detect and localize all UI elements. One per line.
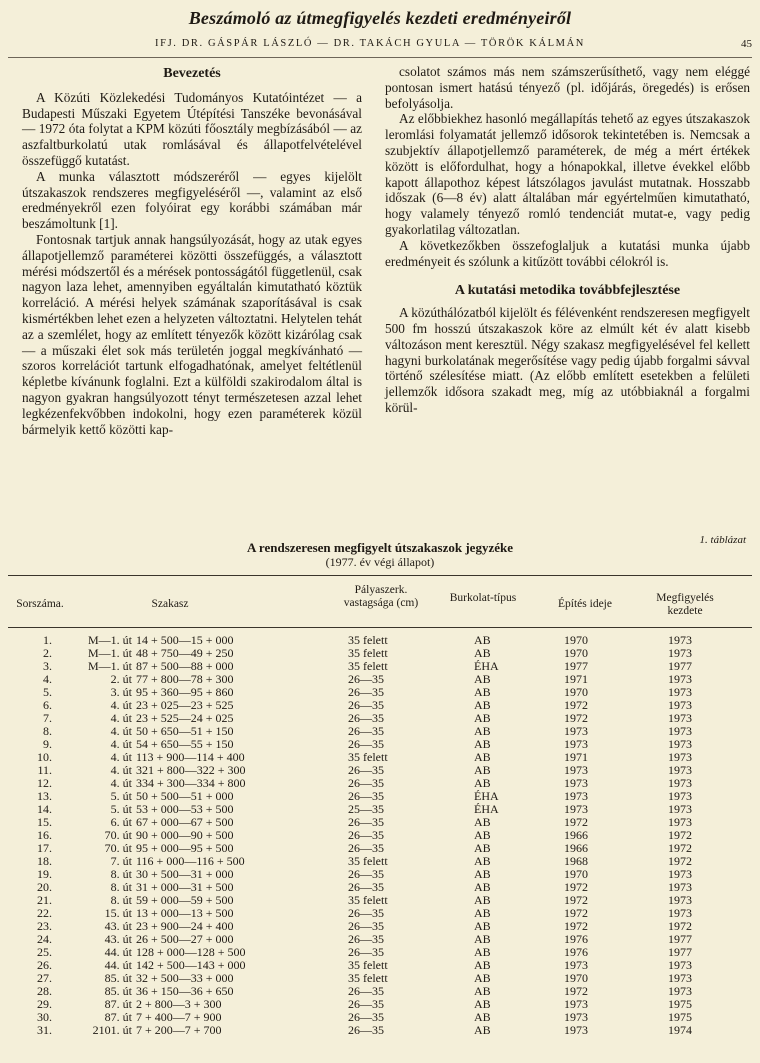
paragraph: A közúthálózatból kijelölt és félévenként rendszeresen megfigyelt 500 fm hosszú útszakaszok köre az elmúlt két év alatt kisebb változáson ment keresztül. Négy szakasz megfigyelésével fel kellett hagyni burkolatának megerősítése vagy pedig újabb forgalmi sávval történő szélesítése miatt. (Az előbb említett esetekben a felületi jellemzők idősora szakadt meg, míg az utóbbiaknál a forgalmi körül- [385, 305, 750, 415]
row-number: 29. [37, 997, 52, 1011]
road-name: 8. út [110, 893, 132, 907]
chainage-range: 77 + 800—78 + 300 [136, 672, 234, 686]
observation-start: 1974 [668, 1023, 692, 1037]
observation-start: 1973 [668, 646, 692, 660]
row-number: 24. [37, 932, 52, 946]
row-number: 30. [37, 1010, 52, 1024]
surface-type: AB [474, 906, 491, 920]
observation-start: 1977 [668, 932, 692, 946]
header-built: Építés ideje [558, 598, 612, 610]
observation-start: 1977 [668, 945, 692, 959]
construction-year: 1973 [564, 997, 588, 1011]
pavement-thickness: 26—35 [348, 737, 384, 751]
observation-start: 1973 [668, 711, 692, 725]
chainage-range: 67 + 000—67 + 500 [136, 815, 234, 829]
road-name: 87. út [104, 997, 132, 1011]
road-name: 4. út [110, 711, 132, 725]
construction-year: 1971 [564, 750, 588, 764]
construction-year: 1972 [564, 698, 588, 712]
surface-type: AB [474, 724, 491, 738]
surface-type: AB [474, 919, 491, 933]
chainage-range: 113 + 900—114 + 400 [136, 750, 245, 764]
chainage-range: 7 + 200—7 + 700 [136, 1023, 222, 1037]
pavement-thickness: 26—35 [348, 919, 384, 933]
row-number: 1. [43, 633, 52, 647]
surface-type: ÉHA [474, 659, 499, 673]
road-name: 44. út [104, 958, 132, 972]
construction-year: 1973 [564, 789, 588, 803]
road-name: 4. út [110, 750, 132, 764]
road-name: 6. út [110, 815, 132, 829]
observation-start: 1972 [668, 919, 692, 933]
observation-start: 1977 [668, 659, 692, 673]
surface-type: AB [474, 672, 491, 686]
surface-type: AB [474, 958, 491, 972]
right-paragraphs-second [385, 305, 750, 416]
road-name: 43. út [104, 919, 132, 933]
construction-year: 1968 [564, 854, 588, 868]
observation-start: 1972 [668, 854, 692, 868]
surface-type: AB [474, 880, 491, 894]
row-number: 14. [37, 802, 52, 816]
table-body [8, 634, 752, 1037]
observation-start: 1973 [668, 633, 692, 647]
construction-year: 1977 [564, 659, 588, 673]
header-section: Szakasz [151, 598, 189, 610]
construction-year: 1972 [564, 919, 588, 933]
chainage-range: 334 + 300—334 + 800 [136, 776, 246, 790]
pavement-thickness: 26—35 [348, 932, 384, 946]
surface-type: AB [474, 815, 491, 829]
surface-type: AB [474, 1023, 491, 1037]
road-name: 43. út [104, 932, 132, 946]
construction-year: 1973 [564, 763, 588, 777]
surface-type: AB [474, 854, 491, 868]
chainage-range: 59 + 000—59 + 500 [136, 893, 234, 907]
pavement-thickness: 26—35 [348, 906, 384, 920]
table-title-block [0, 540, 760, 570]
construction-year: 1972 [564, 815, 588, 829]
construction-year: 1970 [564, 685, 588, 699]
right-paragraphs-first [385, 64, 750, 269]
pavement-thickness: 35 felett [348, 854, 388, 868]
pavement-thickness: 26—35 [348, 815, 384, 829]
surface-type: AB [474, 776, 491, 790]
road-name: 15. út [104, 906, 132, 920]
right-column [385, 64, 750, 416]
row-number: 8. [43, 724, 52, 738]
pavement-thickness: 26—35 [348, 867, 384, 881]
construction-year: 1970 [564, 867, 588, 881]
pavement-thickness: 26—35 [348, 685, 384, 699]
road-name: 3. út [110, 685, 132, 699]
observation-start: 1973 [668, 698, 692, 712]
left-paragraphs [22, 90, 362, 438]
row-number: 3. [43, 659, 52, 673]
chainage-range: 31 + 000—31 + 500 [136, 880, 234, 894]
chainage-range: 50 + 650—51 + 150 [136, 724, 234, 738]
observation-start: 1973 [668, 971, 692, 985]
road-name: 2101. út [92, 1023, 132, 1037]
paragraph: A Közúti Közlekedési Tudományos Kutatóintézet — a Budapesti Műszaki Egyetem Útépítési Tanszéke bevonásával — 1972 óta folytat a KPM közúti főosztály megbízásából — az aszfaltburkolatú utak romlásával és állapotfelvételével összefüggő kutatást. [22, 89, 362, 168]
construction-year: 1972 [564, 893, 588, 907]
surface-type: ÉHA [474, 789, 499, 803]
pavement-thickness: 26—35 [348, 698, 384, 712]
chainage-range: 2 + 800—3 + 300 [136, 997, 222, 1011]
road-name: 70. út [104, 841, 132, 855]
row-number: 17. [37, 841, 52, 855]
pavement-thickness: 26—35 [348, 776, 384, 790]
row-number: 12. [37, 776, 52, 790]
road-name: 4. út [110, 776, 132, 790]
road-name: M—1. út [87, 646, 132, 660]
row-number: 20. [37, 880, 52, 894]
road-name: 5. út [110, 802, 132, 816]
surface-type: AB [474, 737, 491, 751]
intro-heading: Bevezetés [163, 66, 221, 81]
row-number: 22. [37, 906, 52, 920]
construction-year: 1970 [564, 646, 588, 660]
construction-year: 1972 [564, 711, 588, 725]
pavement-thickness: 25—35 [348, 802, 384, 816]
observation-start: 1973 [668, 763, 692, 777]
construction-year: 1973 [564, 1010, 588, 1024]
observation-start: 1973 [668, 672, 692, 686]
row-number: 26. [37, 958, 52, 972]
chainage-range: 48 + 750—49 + 250 [136, 646, 234, 660]
construction-year: 1973 [564, 737, 588, 751]
construction-year: 1973 [564, 958, 588, 972]
construction-year: 1972 [564, 880, 588, 894]
pavement-thickness: 26—35 [348, 984, 384, 998]
row-number: 10. [37, 750, 52, 764]
row-number: 7. [43, 711, 52, 725]
surface-type: AB [474, 750, 491, 764]
surface-type: AB [474, 698, 491, 712]
chainage-range: 32 + 500—33 + 000 [136, 971, 234, 985]
surface-type: AB [474, 893, 491, 907]
construction-year: 1973 [564, 776, 588, 790]
method-heading: A kutatási metodika továbbfejlesztése [454, 283, 681, 299]
surface-type: AB [474, 633, 491, 647]
row-number: 15. [37, 815, 52, 829]
header-surface: Burkolat-típus [449, 592, 517, 604]
header-no: Sorszáma. [16, 598, 64, 610]
row-number: 13. [37, 789, 52, 803]
construction-year: 1966 [564, 828, 588, 842]
article-title: Beszámoló az útmegfigyelés kezdeti eredményeiről [188, 8, 572, 28]
road-name: 85. út [104, 971, 132, 985]
row-number: 4. [43, 672, 52, 686]
surface-type: AB [474, 711, 491, 725]
chainage-range: 142 + 500—143 + 000 [136, 958, 246, 972]
chainage-range: 13 + 000—13 + 500 [136, 906, 234, 920]
pavement-thickness: 26—35 [348, 841, 384, 855]
left-column [22, 64, 362, 437]
pavement-thickness: 26—35 [348, 763, 384, 777]
observation-start: 1973 [668, 880, 692, 894]
observation-start: 1973 [668, 984, 692, 998]
surface-type: AB [474, 1010, 491, 1024]
road-name: 4. út [110, 737, 132, 751]
row-number: 6. [43, 698, 52, 712]
surface-type: AB [474, 828, 491, 842]
pavement-thickness: 26—35 [348, 672, 384, 686]
row-number: 27. [37, 971, 52, 985]
pavement-thickness: 35 felett [348, 646, 388, 660]
surface-type: AB [474, 945, 491, 959]
pavement-thickness: 35 felett [348, 750, 388, 764]
chainage-range: 30 + 500—31 + 000 [136, 867, 234, 881]
pavement-thickness: 26—35 [348, 789, 384, 803]
pavement-thickness: 35 felett [348, 633, 388, 647]
road-name: 8. út [110, 880, 132, 894]
row-number: 28. [37, 984, 52, 998]
surface-type: ÉHA [474, 802, 499, 816]
pavement-thickness: 35 felett [348, 958, 388, 972]
observation-start: 1973 [668, 867, 692, 881]
page-number: 45 [741, 38, 752, 50]
pavement-thickness: 26—35 [348, 724, 384, 738]
header-observed: Megfigyelés kezdete [656, 592, 714, 617]
chainage-range: 7 + 400—7 + 900 [136, 1010, 222, 1024]
observation-start: 1972 [668, 828, 692, 842]
road-name: 8. út [110, 867, 132, 881]
pavement-thickness: 26—35 [348, 1010, 384, 1024]
row-number: 21. [37, 893, 52, 907]
observation-start: 1973 [668, 737, 692, 751]
observation-start: 1973 [668, 802, 692, 816]
construction-year: 1973 [564, 802, 588, 816]
paragraph: A munka választott módszeréről — egyes kijelölt útszakaszok rendszeres megfigyeléséről —, valamint az első eredményekről ezen folyóirat egy korábbi számában már beszámoltunk [1]. [22, 168, 362, 232]
table-header-rule [8, 627, 752, 628]
chainage-range: 90 + 000—90 + 500 [136, 828, 234, 842]
pavement-thickness: 26—35 [348, 997, 384, 1011]
surface-type: AB [474, 867, 491, 881]
row-number: 25. [37, 945, 52, 959]
pavement-thickness: 35 felett [348, 659, 388, 673]
surface-type: AB [474, 763, 491, 777]
paragraph: csolatot számos más nem számszerűsíthető, vagy nem eléggé pontosan ismert hatású tényező (pl. időjárás, öregedés) is erősen befolyásolja. [385, 64, 750, 111]
pavement-thickness: 35 felett [348, 893, 388, 907]
pavement-thickness: 26—35 [348, 1023, 384, 1037]
construction-year: 1971 [564, 672, 588, 686]
construction-year: 1972 [564, 906, 588, 920]
paragraph: Fontosnak tartjuk annak hangsúlyozását, hogy az utak egyes állapotjellemző paraméterei közötti összefüggés, a választott mérési módszertől és a mérések pontosságától függetlenül, csak nagyon laza lehet, amennyiben egyáltalán kimutatható köztük korreláció. A mérési helyek számának szaporításával is csak kismértékben lehet ezen a helyzeten változtatni. Helytelen tehát az a szemlélet, hogy az említett tényezők között kizárólag csak — a műszaki élet sok más területén joggal megkívánható — szoros korrelációt tartunk elfogadhatónak, amelyet feltétlenül képletbe kívánunk foglalni. Ezt a külföldi szakirodalom által is nagyon gyakran hangsúlyozott tényt természetesen azzal lehet legkézenfekvőbben indokolni, hogy ezen paraméterek közül bármelyik kettő közötti kap- [22, 231, 362, 437]
construction-year: 1966 [564, 841, 588, 855]
observation-start: 1973 [668, 724, 692, 738]
observation-start: 1973 [668, 815, 692, 829]
table-top-rule [8, 575, 752, 576]
table-title: A rendszeresen megfigyelt útszakaszok jegyzéke [247, 540, 513, 555]
surface-type: AB [474, 646, 491, 660]
road-name: 4. út [110, 698, 132, 712]
chainage-range: 36 + 150—36 + 650 [136, 984, 234, 998]
row-number: 23. [37, 919, 52, 933]
chainage-range: 23 + 900—24 + 400 [136, 919, 234, 933]
surface-type: AB [474, 685, 491, 699]
surface-type: AB [474, 971, 491, 985]
surface-type: AB [474, 997, 491, 1011]
observation-start: 1973 [668, 906, 692, 920]
row-number: 5. [43, 685, 52, 699]
chainage-range: 26 + 500—27 + 000 [136, 932, 234, 946]
table-label: 1. táblázat [699, 534, 746, 546]
pavement-thickness: 26—35 [348, 880, 384, 894]
construction-year: 1976 [564, 932, 588, 946]
road-name: 85. út [104, 984, 132, 998]
article-authors: IFJ. DR. GÁSPÁR LÁSZLÓ — DR. TAKÁCH GYULA — TÖRÖK KÁLMÁN [155, 38, 585, 49]
construction-year: 1970 [564, 633, 588, 647]
road-name: 4. út [110, 724, 132, 738]
header-rule [8, 57, 752, 58]
table-row [8, 1024, 752, 1037]
observation-start: 1973 [668, 789, 692, 803]
chainage-range: 50 + 500—51 + 000 [136, 789, 234, 803]
observation-start: 1973 [668, 750, 692, 764]
chainage-range: 14 + 500—15 + 000 [136, 633, 234, 647]
pavement-thickness: 26—35 [348, 711, 384, 725]
chainage-range: 23 + 025—23 + 525 [136, 698, 234, 712]
construction-year: 1973 [564, 724, 588, 738]
chainage-range: 95 + 360—95 + 860 [136, 685, 234, 699]
road-name: 5. út [110, 789, 132, 803]
observation-start: 1973 [668, 685, 692, 699]
surface-type: AB [474, 984, 491, 998]
chainage-range: 95 + 000—95 + 500 [136, 841, 234, 855]
row-number: 16. [37, 828, 52, 842]
chainage-range: 128 + 000—128 + 500 [136, 945, 246, 959]
observation-start: 1973 [668, 776, 692, 790]
road-name: 7. út [110, 854, 132, 868]
observation-start: 1973 [668, 958, 692, 972]
chainage-range: 53 + 000—53 + 500 [136, 802, 234, 816]
row-number: 31. [37, 1023, 52, 1037]
surface-type: AB [474, 932, 491, 946]
pavement-thickness: 26—35 [348, 828, 384, 842]
road-name: 70. út [104, 828, 132, 842]
chainage-range: 321 + 800—322 + 300 [136, 763, 246, 777]
road-name: 87. út [104, 1010, 132, 1024]
construction-year: 1972 [564, 984, 588, 998]
observation-start: 1973 [668, 893, 692, 907]
road-name: 2. út [110, 672, 132, 686]
construction-year: 1976 [564, 945, 588, 959]
chainage-range: 116 + 000—116 + 500 [136, 854, 245, 868]
surface-type: AB [474, 841, 491, 855]
header-thickness: Pályaszerk. vastagsága (cm) [343, 584, 419, 609]
chainage-range: 54 + 650—55 + 150 [136, 737, 234, 751]
row-number: 18. [37, 854, 52, 868]
construction-year: 1973 [564, 1023, 588, 1037]
road-name: M—1. út [87, 659, 132, 673]
road-name: M—1. út [87, 633, 132, 647]
pavement-thickness: 26—35 [348, 945, 384, 959]
chainage-range: 23 + 525—24 + 025 [136, 711, 234, 725]
construction-year: 1970 [564, 971, 588, 985]
road-name: 44. út [104, 945, 132, 959]
road-name: 4. út [110, 763, 132, 777]
paragraph: A következőkben összefoglaljuk a kutatási munka újabb eredményeit és szólunk a kitűzött további célokról is. [385, 237, 750, 269]
chainage-range: 87 + 500—88 + 000 [136, 659, 234, 673]
row-number: 9. [43, 737, 52, 751]
row-number: 11. [37, 763, 52, 777]
observation-start: 1975 [668, 997, 692, 1011]
table-subtitle: (1977. év végi állapot) [325, 555, 435, 569]
observation-start: 1972 [668, 841, 692, 855]
row-number: 2. [43, 646, 52, 660]
row-number: 19. [37, 867, 52, 881]
pavement-thickness: 35 felett [348, 971, 388, 985]
paragraph: Az előbbiekhez hasonló megállapítás tehető az egyes útszakaszok leromlási folyamatát jellemző idősorok tekintetében is. Nemcsak a szubjektív állapotjellemző paraméterek, de még a mért értékek között is előfordulhat, hogy a hónapokkal, illetve évekkel előbb kapott állapothoz képest látszólagos javulást mutatnak. Hosszabb időszak (6—8 év) alatt általában már egyértelműen kimutatható, hogy valamely tényező romló tendenciát mutat-e, vagy pedig gyakorlatilag változatlan. [385, 111, 750, 237]
observation-start: 1975 [668, 1010, 692, 1024]
